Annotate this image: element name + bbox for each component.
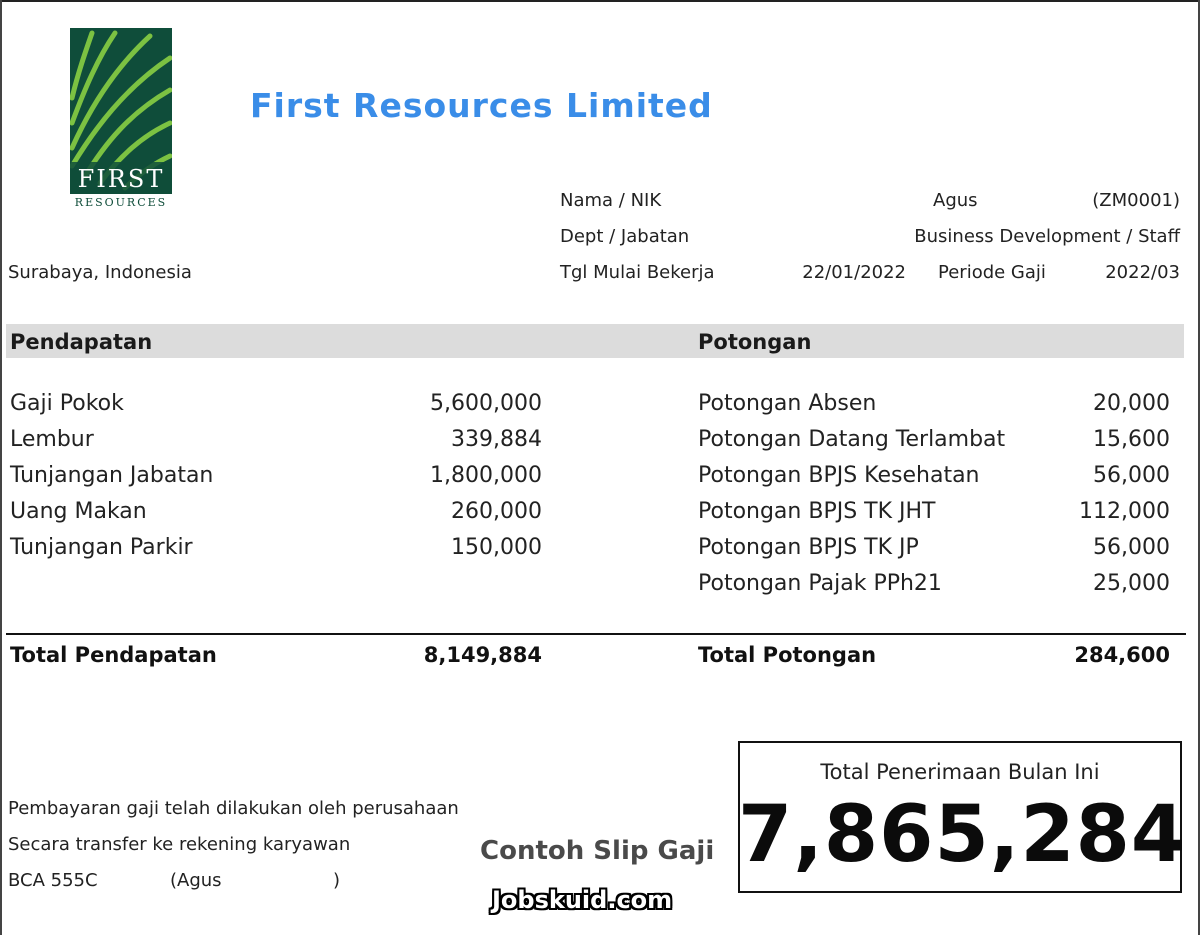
start-date: 22/01/2022	[802, 262, 906, 283]
totals-divider	[6, 633, 1186, 635]
earning-value: 5,600,000	[430, 391, 542, 416]
section-header-band	[6, 324, 1184, 358]
dept-label: Dept / Jabatan	[560, 226, 690, 247]
deduction-value: 20,000	[1093, 391, 1170, 416]
deduction-value: 15,600	[1093, 427, 1170, 452]
deduction-label: Potongan Pajak PPh21	[698, 571, 942, 596]
total-earnings-value: 8,149,884	[423, 643, 542, 667]
earnings-header: Pendapatan	[10, 330, 153, 354]
account-holder: (Agus	[170, 870, 222, 891]
pay-period: 2022/03	[1105, 262, 1180, 283]
deduction-value: 56,000	[1093, 463, 1170, 488]
earning-label: Tunjangan Parkir	[10, 535, 193, 560]
deduction-label: Potongan Absen	[698, 391, 877, 416]
total-deductions-label: Total Potongan	[698, 643, 877, 667]
total-earnings-label: Total Pendapatan	[10, 643, 217, 667]
net-pay-value: 7,865,284	[738, 790, 1187, 880]
bank-account: BCA 555C	[8, 870, 98, 891]
watermark-title: Contoh Slip Gaji	[480, 836, 715, 866]
earning-value: 1,800,000	[430, 463, 542, 488]
period-label: Periode Gaji	[938, 262, 1046, 283]
deduction-value: 25,000	[1093, 571, 1170, 596]
top-border	[0, 0, 1200, 2]
logo-text-main: FIRST	[77, 165, 165, 193]
deduction-label: Potongan BPJS TK JP	[698, 535, 919, 560]
deduction-value: 56,000	[1093, 535, 1170, 560]
earning-label: Tunjangan Jabatan	[10, 463, 214, 488]
deduction-label: Potongan BPJS Kesehatan	[698, 463, 980, 488]
net-pay-label: Total Penerimaan Bulan Ini	[820, 760, 1100, 784]
company-logo	[70, 28, 172, 210]
deduction-label: Potongan Datang Terlambat	[698, 427, 1006, 452]
left-border	[0, 0, 2, 935]
earning-value: 150,000	[451, 535, 542, 560]
deduction-value: 112,000	[1079, 499, 1170, 524]
payment-note-1: Pembayaran gaji telah dilakukan oleh perusahaan	[8, 798, 459, 819]
company-location: Surabaya, Indonesia	[8, 262, 192, 283]
total-deductions-value: 284,600	[1074, 643, 1170, 667]
account-holder-close: )	[333, 870, 341, 891]
logo-text-sub: RESOURCES	[74, 196, 168, 209]
earning-label: Gaji Pokok	[10, 391, 124, 416]
employee-dept: Business Development / Staff	[914, 226, 1180, 247]
payment-note-2: Secara transfer ke rekening karyawan	[8, 834, 351, 855]
earning-label: Uang Makan	[10, 499, 147, 524]
employee-name: Agus	[933, 190, 978, 211]
earning-value: 339,884	[451, 427, 542, 452]
earning-label: Lembur	[10, 427, 94, 452]
deduction-label: Potongan BPJS TK JHT	[698, 499, 936, 524]
deductions-header: Potongan	[698, 330, 812, 354]
watermark-site: Jobskuid.com	[492, 886, 673, 914]
employee-nik: (ZM0001)	[1092, 190, 1180, 211]
name-label: Nama / NIK	[560, 190, 662, 211]
earning-value: 260,000	[451, 499, 542, 524]
company-name: First Resources Limited	[250, 86, 713, 125]
start-date-label: Tgl Mulai Bekerja	[560, 262, 715, 283]
